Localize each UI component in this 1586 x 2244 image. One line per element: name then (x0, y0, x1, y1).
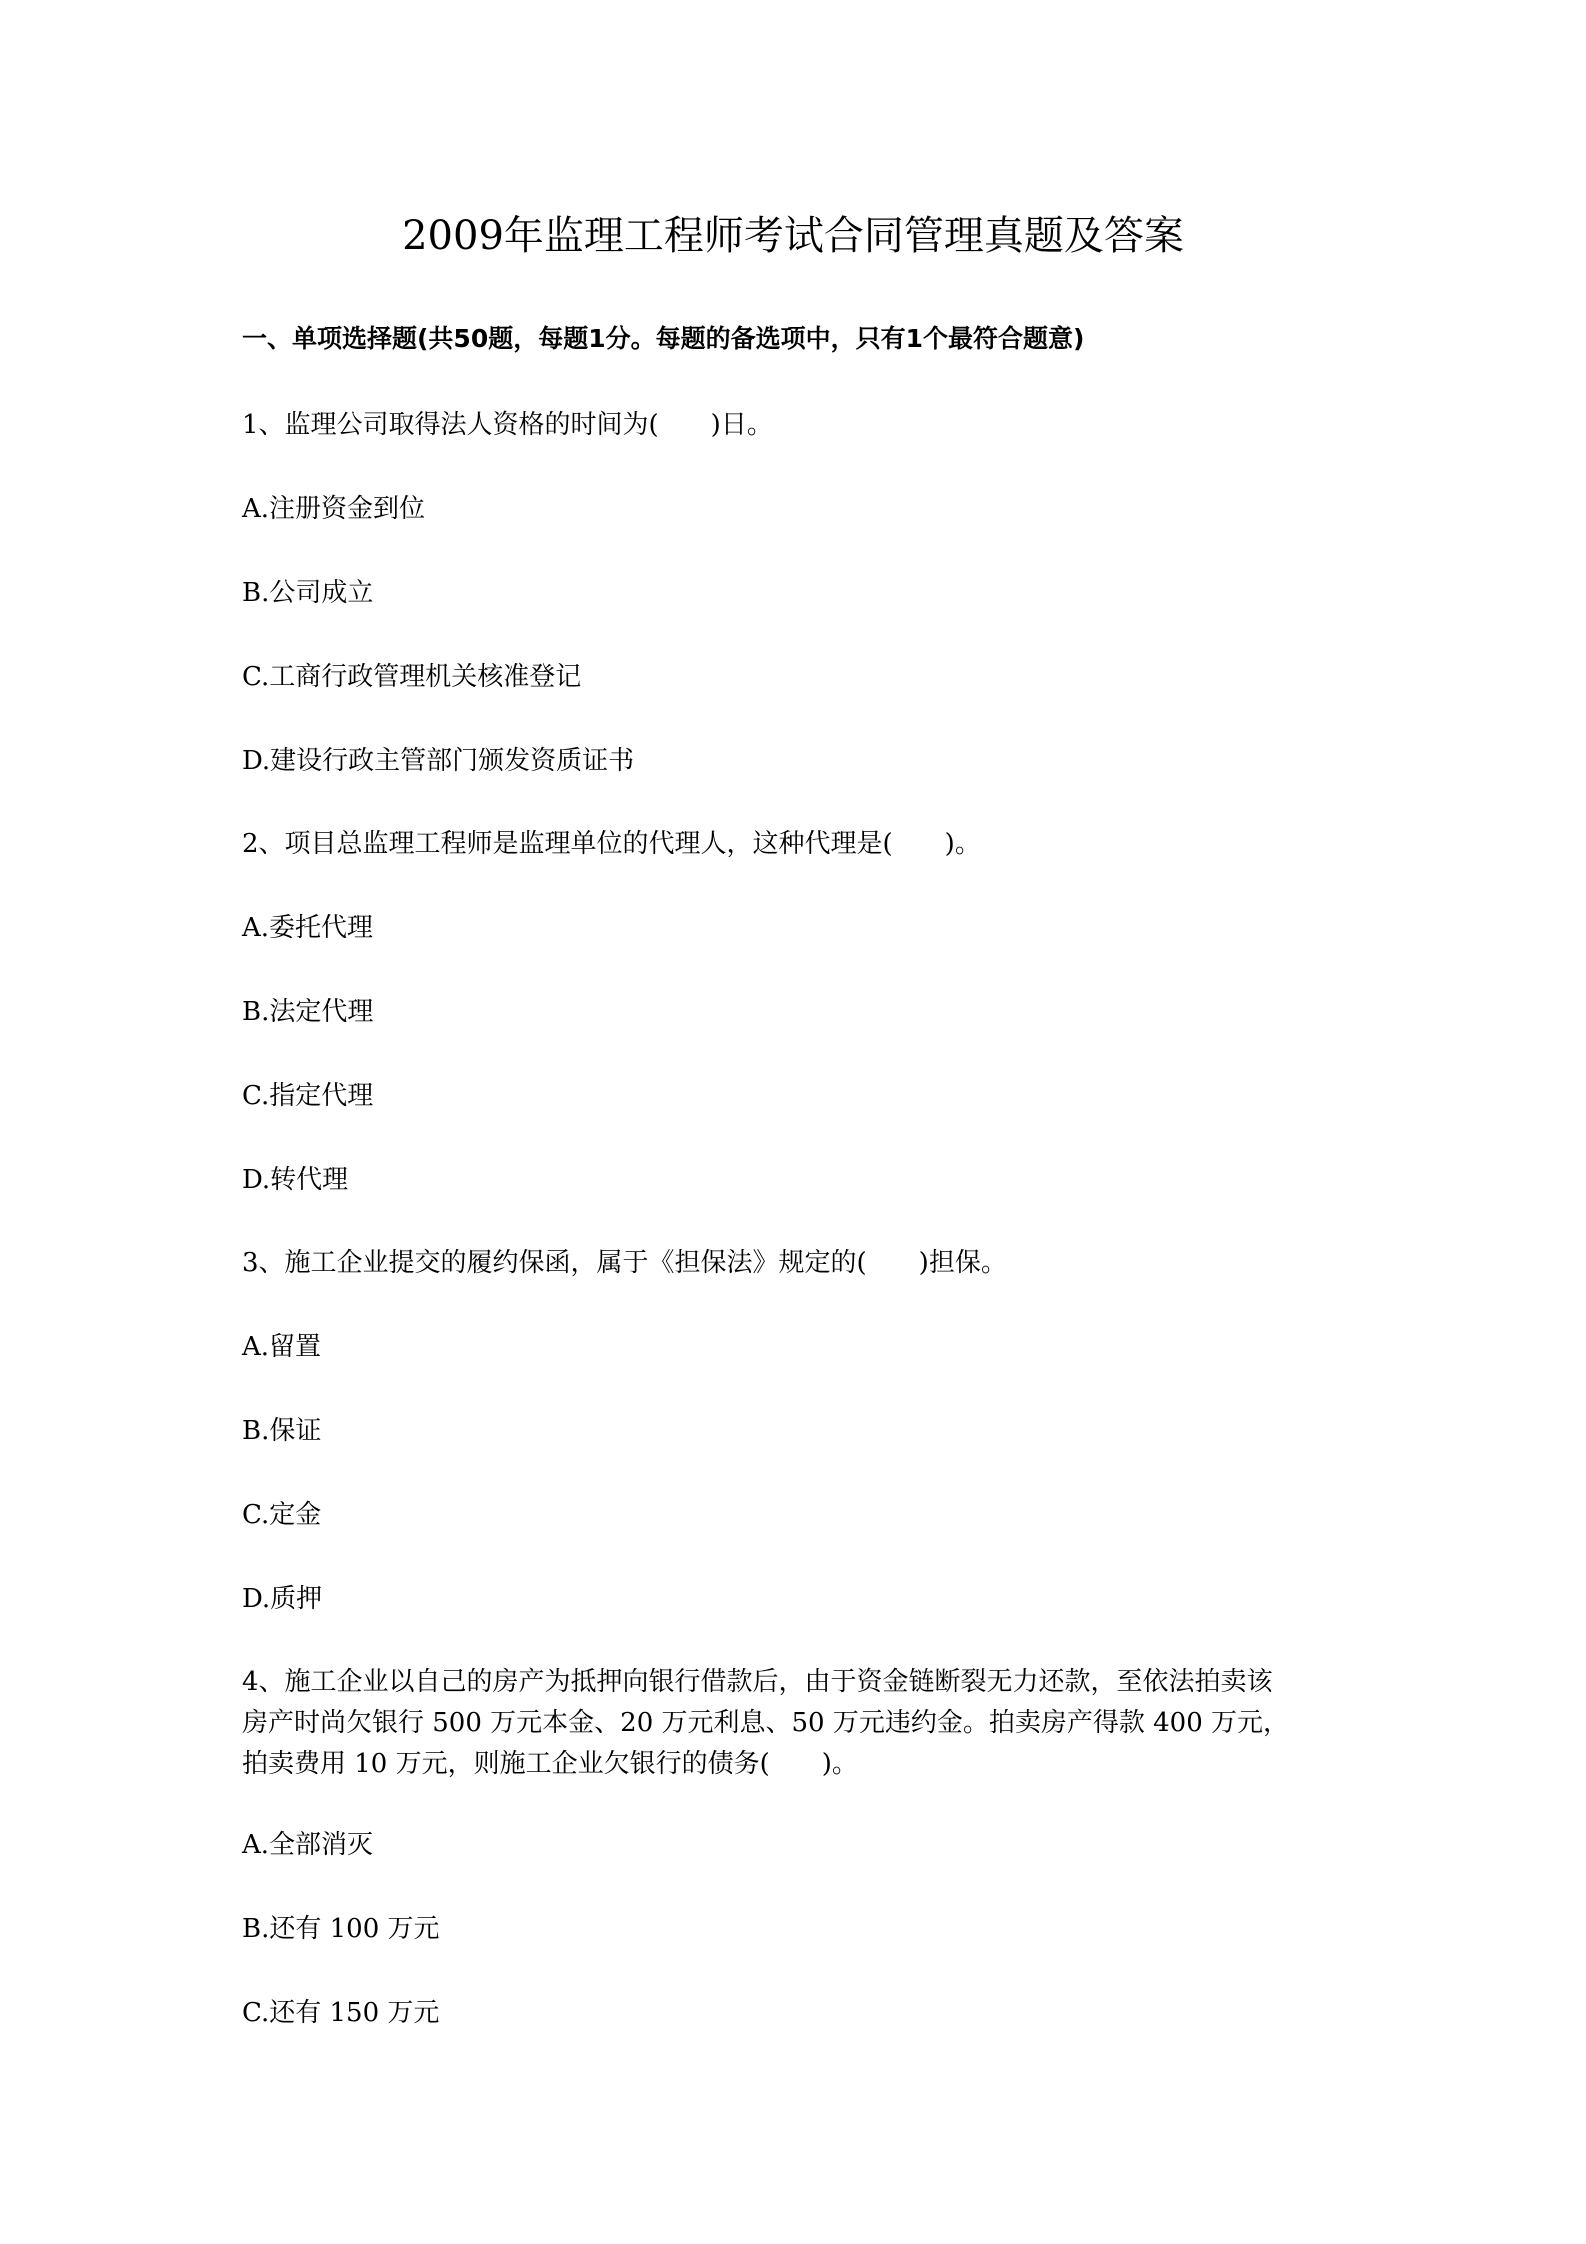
question-1-option-a: A.注册资金到位 (242, 494, 426, 524)
question-2-option-a: A.委托代理 (242, 913, 374, 943)
question-3-option-c: C.定金 (242, 1500, 322, 1530)
question-4-stem-line-3: 拍卖费用 10 万元，则施工企业欠银行的债务( )。 (242, 1749, 858, 1779)
question-3-stem: 3、施工企业提交的履约保函，属于《担保法》规定的( )担保。 (242, 1248, 1007, 1278)
question-4-stem-line-1: 4、施工企业以自己的房产为抵押向银行借款后，由于资金链断裂无力还款，至依法拍卖该 (242, 1667, 1273, 1697)
question-1-stem: 1、监理公司取得法人资格的时间为( )日。 (242, 410, 773, 440)
question-4-stem-line-2: 房产时尚欠银行 500 万元本金、20 万元利息、50 万元违约金。拍卖房产得款 400 万元， (242, 1708, 1290, 1738)
section-heading: 一、单项选择题(共50题，每题1分。每题的备选项中，只有1个最符合题意) (242, 324, 1085, 353)
question-2-stem: 2、项目总监理工程师是监理单位的代理人，这种代理是( )。 (242, 829, 981, 859)
question-3-option-b: B.保证 (242, 1416, 322, 1446)
question-4-stem (242, 1662, 1362, 1785)
question-2-option-b: B.法定代理 (242, 997, 374, 1027)
question-4-option-c: C.还有 150 万元 (242, 1998, 440, 2028)
question-1-option-b: B.公司成立 (242, 578, 374, 608)
question-2-option-d: D.转代理 (242, 1165, 349, 1195)
document-title: 2009年监理工程师考试合同管理真题及答案 (402, 213, 1184, 259)
question-3-option-a: A.留置 (242, 1332, 322, 1362)
question-4-option-b: B.还有 100 万元 (242, 1914, 440, 1944)
question-1-option-c: C.工商行政管理机关核准登记 (242, 662, 582, 692)
question-4-option-a: A.全部消灭 (242, 1830, 374, 1860)
question-1-option-d: D.建设行政主管部门颁发资质证书 (242, 746, 635, 776)
question-2-option-c: C.指定代理 (242, 1081, 374, 1111)
question-3-option-d: D.质押 (242, 1584, 323, 1614)
